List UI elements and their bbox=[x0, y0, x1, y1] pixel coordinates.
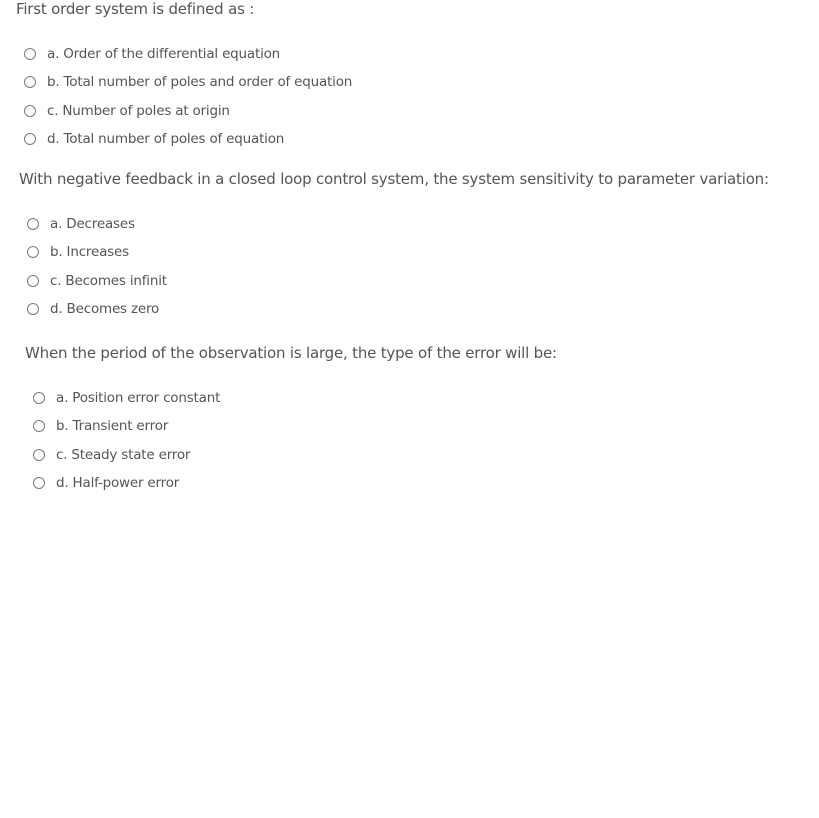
option-label: d. Becomes zero bbox=[50, 301, 160, 317]
question-1-option-c[interactable] bbox=[24, 101, 230, 121]
question-1-option-b[interactable] bbox=[24, 72, 352, 92]
question-1-option-a[interactable] bbox=[24, 44, 280, 64]
question-2-option-a[interactable] bbox=[27, 214, 135, 234]
radio-button-icon[interactable] bbox=[33, 449, 45, 461]
radio-button-icon[interactable] bbox=[33, 420, 45, 432]
option-label: d. Total number of poles of equation bbox=[47, 131, 285, 147]
radio-button-icon[interactable] bbox=[27, 218, 39, 230]
question-1-option-d[interactable] bbox=[24, 129, 284, 149]
option-label: b. Total number of poles and order of equation bbox=[47, 74, 353, 90]
question-1-text: First order system is defined as : bbox=[16, 0, 255, 18]
option-label: c. Steady state error bbox=[56, 447, 191, 463]
option-label: a. Order of the differential equation bbox=[47, 46, 281, 62]
question-3-option-d[interactable] bbox=[33, 473, 179, 493]
option-label: a. Decreases bbox=[50, 216, 135, 232]
question-2-text: With negative feedback in a closed loop control system, the system sensitivity to parameter variation: bbox=[19, 170, 769, 188]
radio-button-icon[interactable] bbox=[24, 105, 36, 117]
question-3-text: When the period of the observation is large, the type of the error will be: bbox=[25, 344, 557, 362]
option-label: c. Number of poles at origin bbox=[47, 103, 230, 119]
question-2-option-b[interactable] bbox=[27, 242, 129, 262]
radio-button-icon[interactable] bbox=[24, 76, 36, 88]
question-3-option-a[interactable] bbox=[33, 388, 220, 408]
radio-button-icon[interactable] bbox=[24, 48, 36, 60]
question-3-option-b[interactable] bbox=[33, 416, 168, 436]
radio-button-icon[interactable] bbox=[33, 477, 45, 489]
radio-button-icon[interactable] bbox=[27, 246, 39, 258]
radio-button-icon[interactable] bbox=[27, 275, 39, 287]
radio-button-icon[interactable] bbox=[24, 133, 36, 145]
question-2-option-d[interactable] bbox=[27, 299, 159, 319]
option-label: a. Position error constant bbox=[56, 390, 221, 406]
option-label: d. Half-power error bbox=[56, 475, 180, 491]
option-label: b. Increases bbox=[50, 244, 129, 260]
question-3-option-c[interactable] bbox=[33, 445, 190, 465]
option-label: c. Becomes infinit bbox=[50, 273, 167, 289]
radio-button-icon[interactable] bbox=[27, 303, 39, 315]
option-label: b. Transient error bbox=[56, 418, 169, 434]
question-2-option-c[interactable] bbox=[27, 271, 167, 291]
radio-button-icon[interactable] bbox=[33, 392, 45, 404]
